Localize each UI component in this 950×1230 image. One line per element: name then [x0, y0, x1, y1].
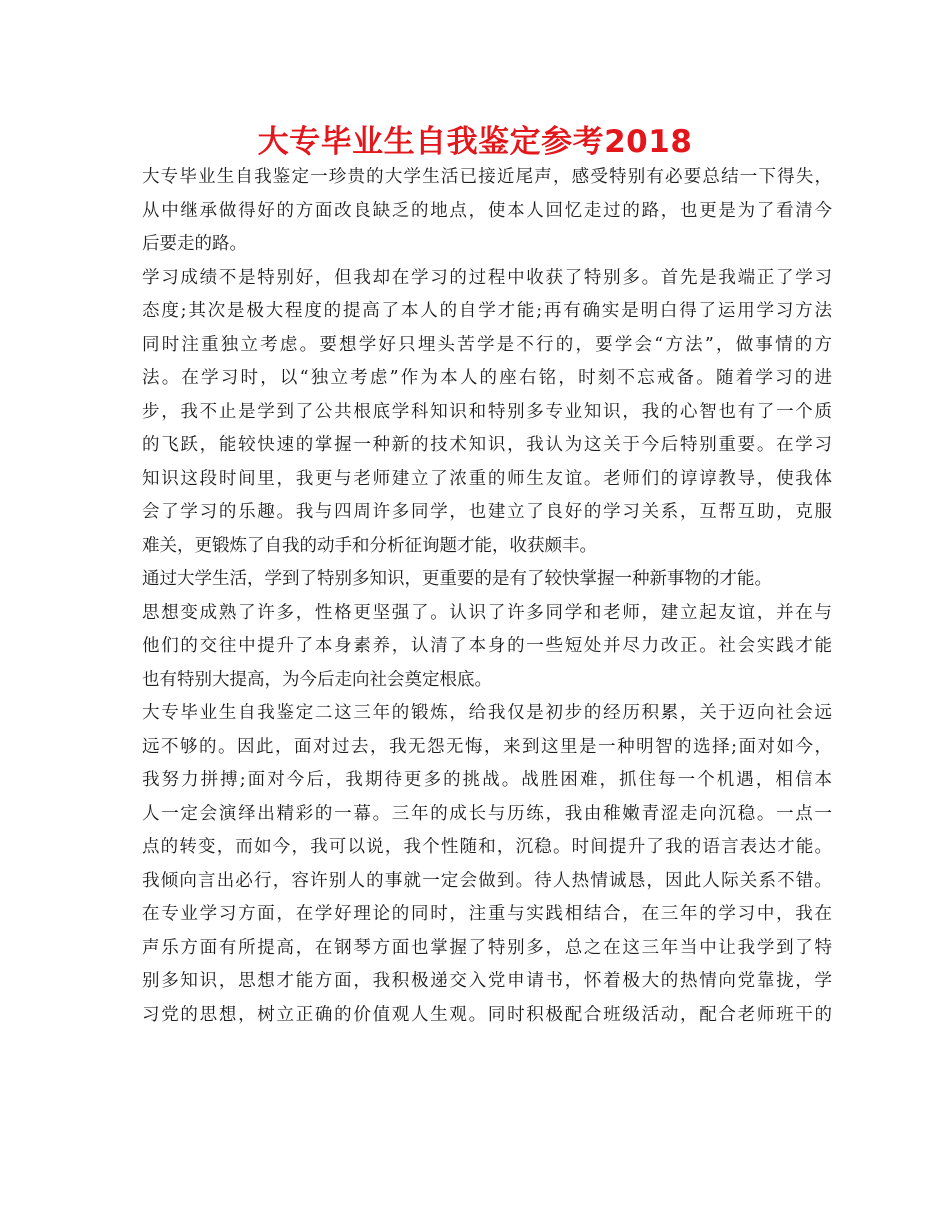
- text-line: 他们的交往中提升了本身素养，认清了本身的一些短处并尽力改正。社会实践才能: [142, 636, 832, 656]
- document-title: 大专毕业生自我鉴定参考2018: [257, 124, 693, 160]
- text-line: 也有特别大提高，为今后走向社会奠定根底。: [142, 669, 492, 690]
- text-line: 同时注重独立考虑。要想学好只埋头苦学是不行的，要学会“方法”，做事情的方: [142, 334, 832, 355]
- text-line: 思想变成熟了许多，性格更坚强了。认识了许多同学和老师，建立起友谊，并在与: [142, 602, 832, 623]
- text-line: 别多知识，思想才能方面，我积极递交入党申请书，怀着极大的热情向党靠拢，学: [142, 971, 832, 991]
- text-line: 后要走的路。: [142, 234, 247, 254]
- text-line: 大专毕业生自我鉴定二这三年的锻炼，给我仅是初步的经历积累，关于迈向社会远: [142, 703, 832, 723]
- text-line: 从中继承做得好的方面改良缺乏的地点，使本人回忆走过的路，也更是为了看清今: [142, 200, 832, 221]
- text-line: 我倾向言出必行，容许别人的事就一定会做到。待人热情诚恳，因此人际关系不错。: [142, 870, 832, 891]
- text-line: 我努力拼搏;面对今后，我期待更多的挑战。战胜困难，抓住每一个机遇，相信本: [142, 770, 832, 790]
- text-line: 步，我不止是学到了公共根底学科知识和特别多专业知识，我的心智也有了一个质: [142, 401, 832, 422]
- text-line: 在专业学习方面，在学好理论的同时，注重与实践相结合，在三年的学习中，我在: [142, 904, 832, 924]
- text-line: 习党的思想，树立正确的价值观人生观。同时积极配合班级活动，配合老师班干的: [142, 1004, 832, 1025]
- document-body: [142, 161, 832, 1032]
- text-line: 通过大学生活，学到了特别多知识，更重要的是有了较快掌握一种新事物的才能。: [142, 569, 772, 589]
- text-line: 的飞跃，能较快速的掌握一种新的技术知识，我认为这关于今后特别重要。在学习: [142, 435, 832, 455]
- text-line: 态度;其次是极大程度的提高了本人的自学才能;再有确实是明白得了运用学习方法: [142, 301, 832, 321]
- text-line: 法。在学习时，以“独立考虑”作为本人的座右铭，时刻不忘戒备。随着学习的进: [142, 368, 832, 388]
- text-line: 人一定会演绎出精彩的一幕。三年的成长与历练，我由稚嫩青涩走向沉稳。一点一: [142, 803, 832, 824]
- text-line: 学习成绩不是特别好，但我却在学习的过程中收获了特别多。首先是我端正了学习: [142, 267, 832, 288]
- text-line: 知识这段时间里，我更与老师建立了浓重的师生友谊。老师们的谆谆教导，使我体: [142, 468, 832, 489]
- text-line: 会了学习的乐趣。我与四周许多同学，也建立了良好的学习关系，互帮互助，克服: [142, 502, 832, 522]
- text-line: 点的转变，而如今，我可以说，我个性随和，沉稳。时间提升了我的语言表达才能。: [142, 837, 832, 857]
- text-line: 声乐方面有所提高，在钢琴方面也掌握了特别多，总之在这三年当中让我学到了特: [142, 937, 832, 958]
- text-line: 难关，更锻炼了自我的动手和分析征询题才能，收获颇丰。: [142, 535, 597, 556]
- text-line: 远不够的。因此，面对过去，我无怨无悔，来到这里是一种明智的选择;面对如今，: [142, 736, 832, 757]
- text-line: 大专毕业生自我鉴定一珍贵的大学生活已接近尾声，感受特别有必要总结一下得失，: [142, 167, 832, 187]
